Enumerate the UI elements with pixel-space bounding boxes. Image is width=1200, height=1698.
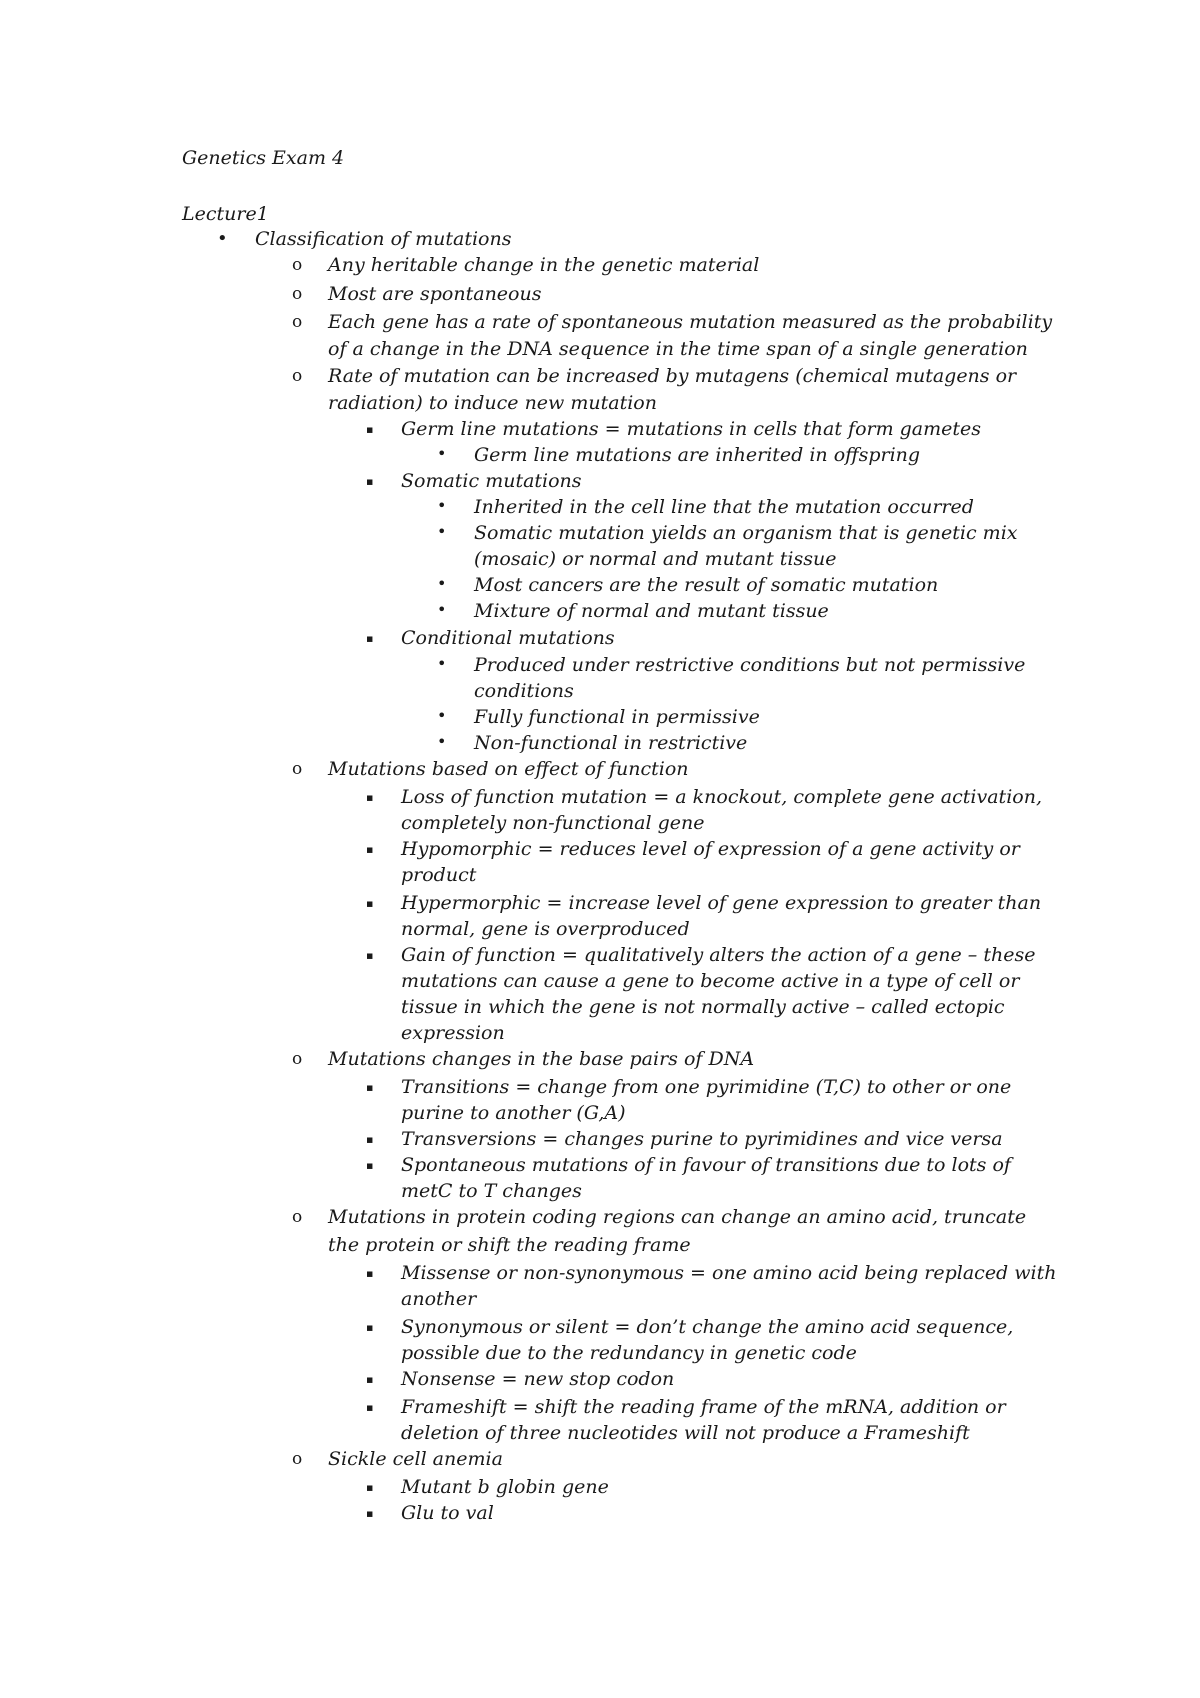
outline-line: purine to another (G,A) xyxy=(401,1102,626,1124)
outline-line: expression xyxy=(401,1022,505,1044)
bullet-level-4: • xyxy=(437,732,447,751)
outline-line: Mutations based on effect of function xyxy=(328,758,689,780)
bullet-level-4: • xyxy=(437,654,447,673)
outline-line: Non-functional in restrictive xyxy=(474,732,748,754)
bullet-level-3: ▪ xyxy=(366,423,374,436)
outline-line: Gain of function = qualitatively alters the action of a gene – these xyxy=(401,944,1036,966)
bullet-level-3: ▪ xyxy=(366,475,374,488)
outline-line: Synonymous or silent = don’t change the amino acid sequence, xyxy=(401,1316,1014,1338)
bullet-level-2: o xyxy=(292,1207,303,1227)
outline-line: Most cancers are the result of somatic mutation xyxy=(474,574,939,596)
outline-line: another xyxy=(401,1288,477,1310)
outline-line: deletion of three nucleotides will not produce a Frameshift xyxy=(401,1422,970,1444)
bullet-level-3: ▪ xyxy=(366,1401,374,1414)
outline-line: Mutations changes in the base pairs of DNA xyxy=(328,1048,755,1070)
outline-line: metC to T changes xyxy=(401,1180,582,1202)
outline-line: Mixture of normal and mutant tissue xyxy=(474,600,829,622)
bullet-level-2: o xyxy=(292,255,303,275)
outline-line: radiation) to induce new mutation xyxy=(328,392,657,414)
outline-line: Mutations in protein coding regions can change an amino acid, truncate xyxy=(328,1206,1027,1228)
outline-line: Most are spontaneous xyxy=(328,283,542,305)
bullet-level-3: ▪ xyxy=(366,1507,374,1520)
bullet-level-1: • xyxy=(217,228,228,249)
outline-line: Any heritable change in the genetic material xyxy=(328,254,760,276)
outline-line: Each gene has a rate of spontaneous mutation measured as the probability xyxy=(328,311,1053,333)
bullet-level-2: o xyxy=(292,1449,303,1469)
bullet-level-4: • xyxy=(437,522,447,541)
outline-line: Classification of mutations xyxy=(255,228,512,250)
outline-line: Conditional mutations xyxy=(401,627,615,649)
outline-line: Glu to val xyxy=(401,1502,494,1524)
bullet-level-3: ▪ xyxy=(366,791,374,804)
bullet-level-4: • xyxy=(437,444,447,463)
bullet-level-2: o xyxy=(292,366,303,386)
section-heading: Lecture1 xyxy=(182,203,269,225)
outline-line: Mutant b globin gene xyxy=(401,1476,609,1498)
outline-line: Loss of function mutation = a knockout, complete gene activation, xyxy=(401,786,1042,808)
bullet-level-2: o xyxy=(292,284,303,304)
outline-line: the protein or shift the reading frame xyxy=(328,1234,691,1256)
bullet-level-2: o xyxy=(292,759,303,779)
bullet-level-2: o xyxy=(292,312,303,332)
bullet-level-3: ▪ xyxy=(366,1373,374,1386)
bullet-level-3: ▪ xyxy=(366,1081,374,1094)
bullet-level-3: ▪ xyxy=(366,1481,374,1494)
outline-line: Inherited in the cell line that the mutation occurred xyxy=(474,496,974,518)
outline-line: mutations can cause a gene to become active in a type of cell or xyxy=(401,970,1020,992)
outline-line: Transitions = change from one pyrimidine (T,C) to other or one xyxy=(401,1076,1012,1098)
bullet-level-4: • xyxy=(437,706,447,725)
outline-line: product xyxy=(401,864,477,886)
outline-line: Germ line mutations are inherited in offspring xyxy=(474,444,921,466)
bullet-level-4: • xyxy=(437,574,447,593)
document-title: Genetics Exam 4 xyxy=(182,147,345,169)
bullet-level-3: ▪ xyxy=(366,897,374,910)
bullet-level-3: ▪ xyxy=(366,1133,374,1146)
outline-line: completely non-functional gene xyxy=(401,812,705,834)
outline-line: Hypomorphic = reduces level of expression of a gene activity or xyxy=(401,838,1020,860)
bullet-level-2: o xyxy=(292,1049,303,1069)
outline-line: Hypermorphic = increase level of gene expression to greater than xyxy=(401,892,1042,914)
outline-line: (mosaic) or normal and mutant tissue xyxy=(474,548,837,570)
bullet-level-4: • xyxy=(437,600,447,619)
outline-line: normal, gene is overproduced xyxy=(401,918,690,940)
outline-line: Sickle cell anemia xyxy=(328,1448,503,1470)
bullet-level-4: • xyxy=(437,496,447,515)
outline-line: possible due to the redundancy in genetic code xyxy=(401,1342,857,1364)
bullet-level-3: ▪ xyxy=(366,949,374,962)
outline-line: Spontaneous mutations of in favour of transitions due to lots of xyxy=(401,1154,1011,1176)
bullet-level-3: ▪ xyxy=(366,843,374,856)
outline-line: Fully functional in permissive xyxy=(474,706,760,728)
outline-line: Germ line mutations = mutations in cells that form gametes xyxy=(401,418,982,440)
outline-line: Transversions = changes purine to pyrimidines and vice versa xyxy=(401,1128,1003,1150)
outline-line: tissue in which the gene is not normally active – called ectopic xyxy=(401,996,1005,1018)
bullet-level-3: ▪ xyxy=(366,1267,374,1280)
outline-line: Nonsense = new stop codon xyxy=(401,1368,675,1390)
outline-line: Produced under restrictive conditions but not permissive xyxy=(474,654,1026,676)
bullet-level-3: ▪ xyxy=(366,1159,374,1172)
outline-line: Frameshift = shift the reading frame of the mRNA, addition or xyxy=(401,1396,1006,1418)
outline-line: Missense or non-synonymous = one amino acid being replaced with xyxy=(401,1262,1057,1284)
outline-line: Somatic mutation yields an organism that is genetic mix xyxy=(474,522,1018,544)
outline-line: Rate of mutation can be increased by mutagens (chemical mutagens or xyxy=(328,365,1017,387)
outline-line: conditions xyxy=(474,680,574,702)
bullet-level-3: ▪ xyxy=(366,632,374,645)
outline-line: of a change in the DNA sequence in the time span of a single generation xyxy=(328,338,1028,360)
outline-line: Somatic mutations xyxy=(401,470,582,492)
bullet-level-3: ▪ xyxy=(366,1321,374,1334)
